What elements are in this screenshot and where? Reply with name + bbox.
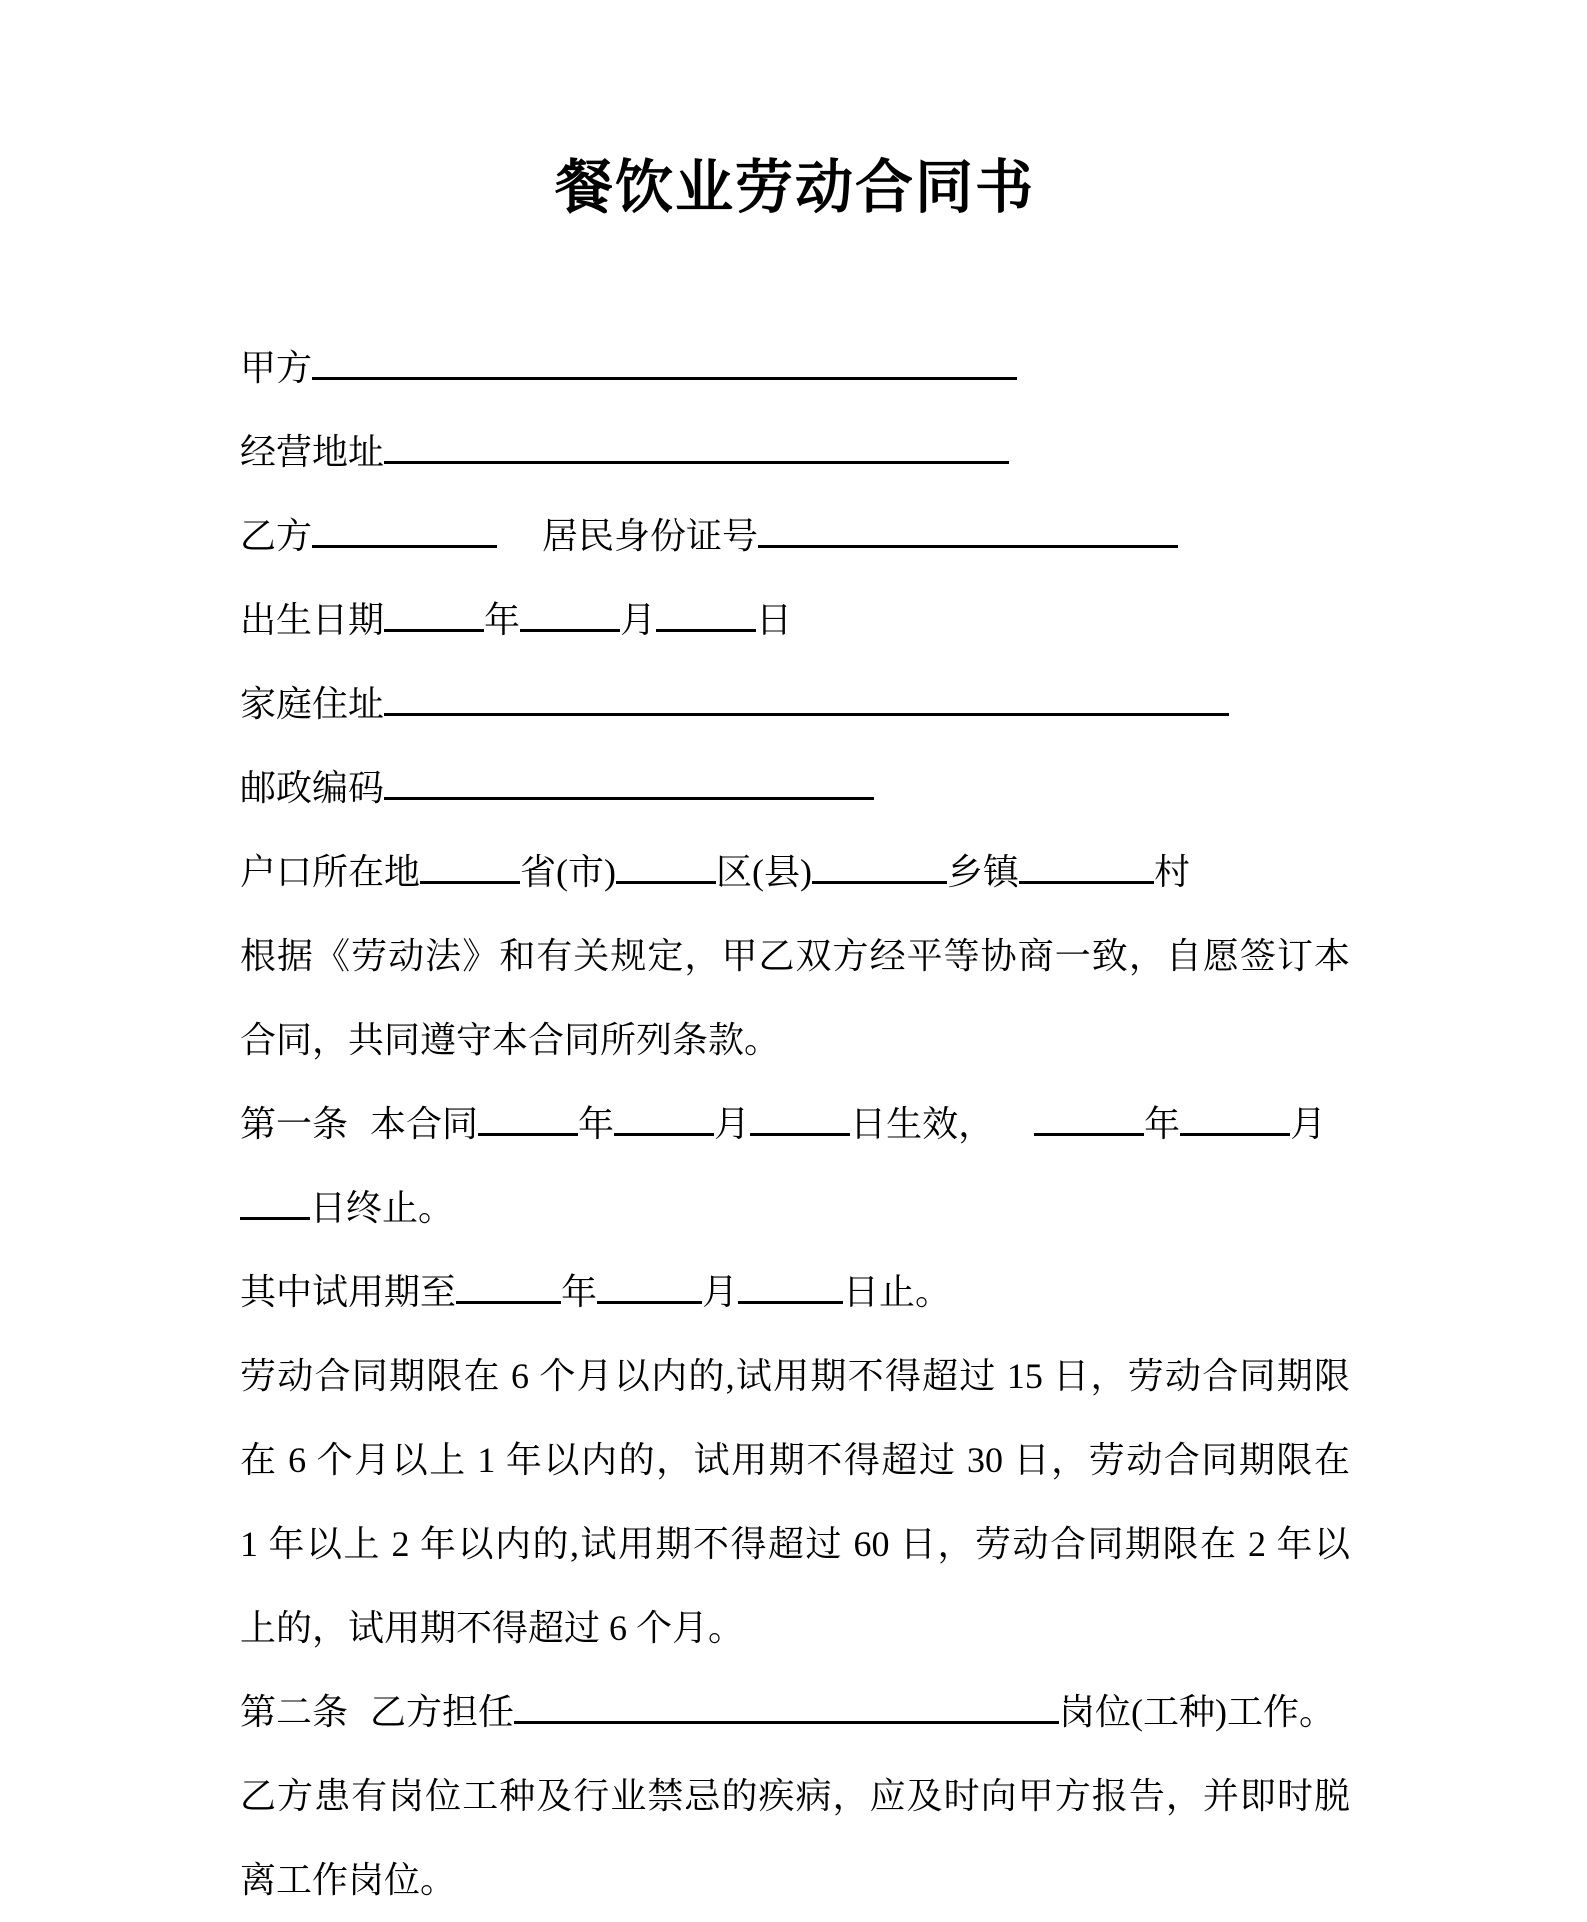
doc-line-home-address (240, 662, 1350, 746)
blank-field (240, 1175, 310, 1220)
text-run: 年 (561, 1272, 598, 1312)
text-run: 其中试用期至 (240, 1272, 457, 1312)
text-run: 居民身份证号 (542, 516, 759, 556)
blank-field (384, 755, 874, 800)
text-run: 乙方担任 (370, 1692, 515, 1732)
spacer (994, 1135, 1034, 1136)
text-run: 年 (1144, 1104, 1181, 1144)
text-run: 月 (1290, 1104, 1327, 1144)
text-run: 乙方 (240, 516, 313, 556)
blank-field (384, 587, 484, 632)
doc-line-article-2-line-1 (240, 1670, 1350, 1754)
text-run: 月 (620, 600, 657, 640)
text-run: 出生日期 (240, 600, 385, 640)
text-run: 户口所在地 (240, 852, 421, 892)
text-run: 日生效， (850, 1104, 995, 1144)
text-run: 1 年以上 2 年以内的,试用期不得超过 60 日，劳动合同期限在 2 年以 (240, 1524, 1350, 1564)
blank-field (384, 671, 1229, 716)
blank-field (656, 587, 756, 632)
text-run: 年 (484, 600, 521, 640)
blank-field (514, 1679, 1059, 1724)
text-run: 邮政编码 (240, 768, 385, 808)
blank-field (738, 1259, 843, 1304)
text-run: 第一条 (240, 1104, 349, 1144)
text-run: 乙方患有岗位工种及行业禁忌的疾病，应及时向甲方报告，并即时脱 (240, 1776, 1350, 1816)
blank-field (1180, 1091, 1290, 1136)
blank-field (597, 1259, 702, 1304)
text-run: 村 (1154, 852, 1191, 892)
doc-line-article-2-line-2 (240, 1754, 1350, 1838)
doc-line-household-location (240, 830, 1350, 914)
spacer (348, 1135, 370, 1136)
doc-line-preamble-line-1 (240, 914, 1350, 998)
text-run: 岗位(工种)工作。 (1059, 1692, 1336, 1732)
text-run: 日止。 (843, 1272, 952, 1312)
doc-line-preamble-line-2 (240, 998, 1350, 1082)
blank-field (456, 1259, 561, 1304)
text-run: 日终止。 (310, 1188, 455, 1228)
blank-field (384, 419, 1009, 464)
text-run: 甲方 (240, 348, 313, 388)
text-run: 合同，共同遵守本合同所列条款。 (240, 1020, 781, 1060)
spacer (497, 547, 542, 548)
text-run: 第二条 (240, 1692, 349, 1732)
spacer (348, 1723, 370, 1724)
doc-line-business-address (240, 410, 1350, 494)
blank-field (420, 839, 520, 884)
doc-line-article-1-line-2 (240, 1166, 1350, 1250)
text-run: 经营地址 (240, 432, 385, 472)
doc-line-birth-date (240, 578, 1350, 662)
blank-field (750, 1091, 850, 1136)
blank-field (1019, 839, 1154, 884)
text-run: 家庭住址 (240, 684, 385, 724)
doc-line-party-b (240, 494, 1350, 578)
doc-line-term-rule-line-4 (240, 1586, 1350, 1670)
document-title: 餐饮业劳动合同书 (554, 155, 1035, 220)
doc-line-term-rule-line-3 (240, 1502, 1350, 1586)
doc-line-party-a (240, 326, 1350, 410)
doc-line-article-2-line-3 (240, 1838, 1350, 1922)
text-run: 乡镇 (946, 852, 1019, 892)
blank-field (812, 839, 947, 884)
doc-line-postal-code (240, 746, 1350, 830)
doc-line-probation-line (240, 1250, 1350, 1334)
contract-body (240, 326, 1350, 1922)
text-run: 劳动合同期限在 6 个月以内的,试用期不得超过 15 日，劳动合同期限 (240, 1356, 1350, 1396)
text-run: 省(市) (520, 852, 616, 892)
text-run: 日 (756, 600, 793, 640)
blank-field (312, 503, 497, 548)
text-run: 月 (702, 1272, 739, 1312)
text-run: 上的，试用期不得超过 6 个月。 (240, 1608, 745, 1648)
text-run: 区(县) (716, 852, 812, 892)
blank-field (312, 335, 1017, 380)
blank-field (616, 839, 716, 884)
blank-field (1034, 1091, 1144, 1136)
text-run: 在 6 个月以上 1 年以内的，试用期不得超过 30 日，劳动合同期限在 (240, 1440, 1350, 1480)
blank-field (614, 1091, 714, 1136)
text-run: 离工作岗位。 (240, 1860, 457, 1900)
doc-line-term-rule-line-1 (240, 1334, 1350, 1418)
text-run: 年 (578, 1104, 615, 1144)
doc-line-term-rule-line-2 (240, 1418, 1350, 1502)
text-run: 根据《劳动法》和有关规定，甲乙双方经平等协商一致，自愿签订本 (240, 936, 1350, 976)
blank-field (758, 503, 1178, 548)
text-run: 本合同 (370, 1104, 479, 1144)
blank-field (478, 1091, 578, 1136)
text-run: 月 (714, 1104, 751, 1144)
blank-field (520, 587, 620, 632)
doc-line-article-1-line-1 (240, 1082, 1350, 1166)
